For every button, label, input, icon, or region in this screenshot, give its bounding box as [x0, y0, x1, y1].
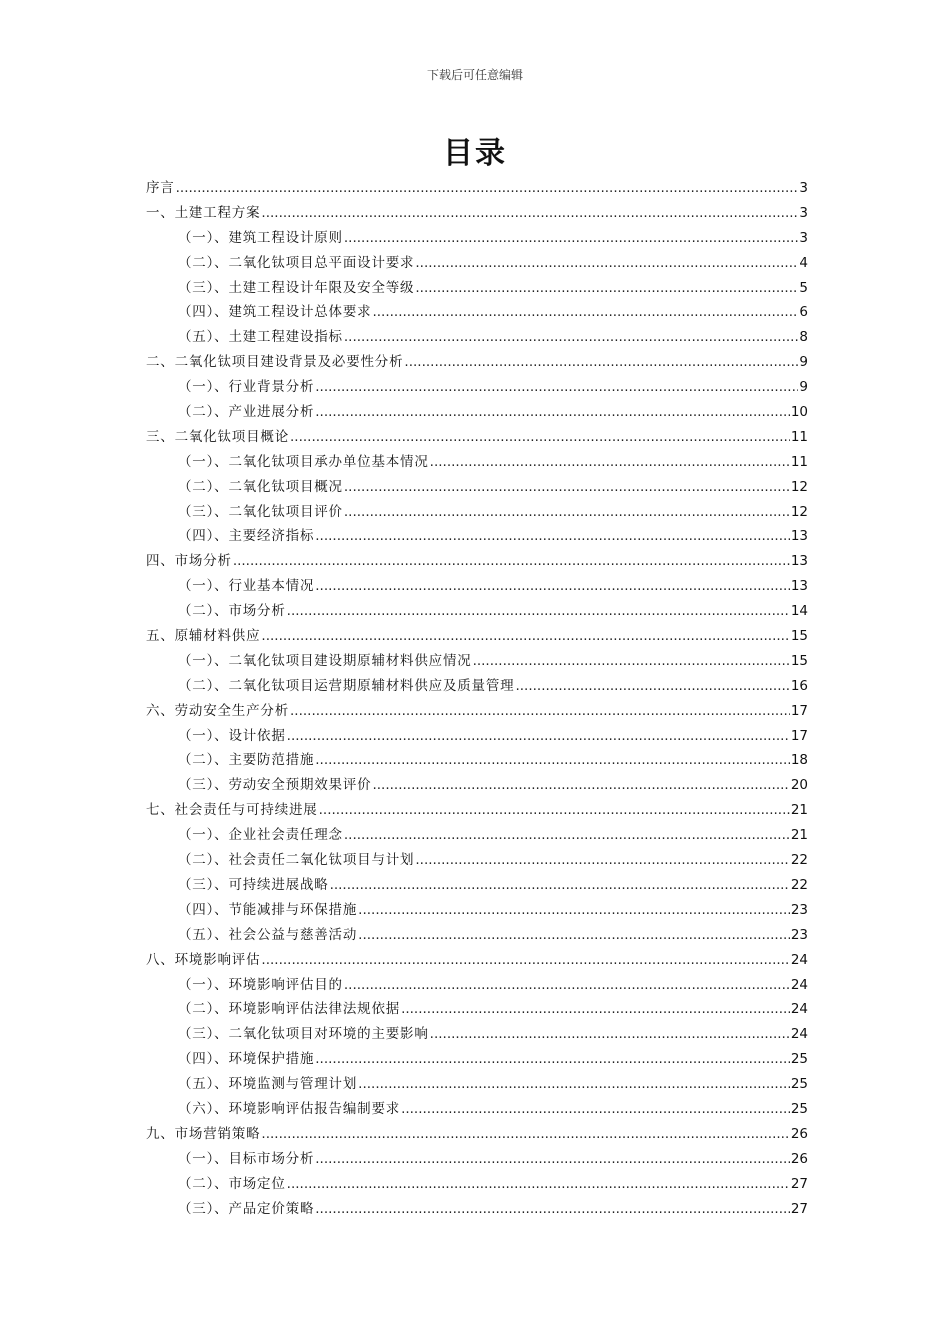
toc-entry-page: 24: [790, 1026, 808, 1043]
toc-entry[interactable]: [146, 674, 808, 699]
toc-entry-label: 一、土建工程方案: [146, 204, 261, 221]
toc-entry-label: 六、劳动安全生产分析: [146, 702, 289, 719]
toc-dot-leader: [344, 827, 790, 843]
toc-entry-page: 26: [790, 1125, 808, 1142]
toc-entry[interactable]: [146, 649, 808, 674]
toc-entry-page: 17: [790, 702, 808, 719]
toc-dot-leader: [315, 752, 790, 768]
toc-entry[interactable]: [146, 823, 808, 848]
toc-entry-label: （二）、二氧化钛项目运营期原辅材料供应及质量管理: [178, 677, 515, 694]
toc-entry-label: （一）、行业基本情况: [178, 578, 315, 595]
toc-dot-leader: [315, 404, 790, 420]
toc-entry-label: （二）、市场分析: [178, 603, 286, 620]
toc-entry[interactable]: [146, 699, 808, 724]
toc-entry[interactable]: [146, 226, 808, 251]
toc-dot-leader: [515, 678, 789, 694]
toc-entry-page: 9: [799, 354, 808, 371]
toc-entry-page: 25: [790, 1051, 808, 1068]
toc-entry-page: 26: [790, 1150, 808, 1167]
toc-dot-leader: [430, 454, 790, 470]
toc-entry-label: （二）、二氧化钛项目总平面设计要求: [178, 254, 415, 271]
toc-entry[interactable]: [146, 873, 808, 898]
toc-dot-leader: [344, 329, 799, 345]
toc-entry-page: 21: [790, 827, 808, 844]
toc-entry-page: 24: [790, 951, 808, 968]
toc-entry-page: 21: [790, 802, 808, 819]
page-header: 下载后可任意编辑: [426, 68, 523, 82]
toc-entry[interactable]: [146, 425, 808, 450]
toc-entry-page: 10: [790, 404, 808, 421]
toc-entry-page: 15: [790, 652, 808, 669]
toc-entry[interactable]: [146, 997, 808, 1022]
toc-entry[interactable]: [146, 1072, 808, 1097]
toc-dot-leader: [287, 728, 790, 744]
toc-entry[interactable]: [146, 1122, 808, 1147]
toc-dot-leader: [372, 777, 789, 793]
toc-entry-page: 20: [790, 777, 808, 794]
toc-entry-label: （五）、社会公益与慈善活动: [178, 926, 358, 943]
toc-dot-leader: [330, 877, 790, 893]
toc-dot-leader: [287, 603, 790, 619]
toc-entry-page: 15: [790, 628, 808, 645]
toc-entry-label: （一）、建筑工程设计原则: [178, 229, 343, 246]
toc-entry[interactable]: [146, 300, 808, 325]
toc-entry-page: 12: [790, 503, 808, 520]
toc-entry-label: 四、市场分析: [146, 553, 232, 570]
toc-dot-leader: [261, 628, 789, 644]
toc-dot-leader: [315, 379, 798, 395]
toc-entry-label: （四）、节能减排与环保措施: [178, 901, 358, 918]
toc-entry-page: 4: [799, 254, 808, 271]
toc-entry-label: 八、环境影响评估: [146, 951, 261, 968]
toc-entry-page: 18: [790, 752, 808, 769]
toc-dot-leader: [261, 1126, 789, 1142]
toc-dot-leader: [315, 1201, 790, 1217]
toc-entry[interactable]: [146, 276, 808, 301]
toc-entry-label: 序言: [146, 180, 175, 196]
toc-entry[interactable]: [146, 475, 808, 500]
toc-entry[interactable]: [146, 948, 808, 973]
toc-dot-leader: [287, 1176, 790, 1192]
toc-entry-label: 七、社会责任与可持续进展: [146, 802, 318, 819]
toc-entry[interactable]: [146, 325, 808, 350]
toc-entry[interactable]: [146, 624, 808, 649]
toc-entry-page: 14: [790, 603, 808, 620]
toc-dot-leader: [290, 429, 790, 445]
toc-dot-leader: [315, 1051, 790, 1067]
toc-entry[interactable]: [146, 599, 808, 624]
toc-entry-label: （二）、主要防范措施: [178, 752, 315, 769]
toc-entry[interactable]: [146, 500, 808, 525]
toc-entry[interactable]: [146, 848, 808, 873]
toc-entry-label: （四）、主要经济指标: [178, 528, 315, 545]
toc-dot-leader: [372, 304, 798, 320]
toc-entry-label: （一）、设计依据: [178, 727, 286, 744]
toc-entry-page: 25: [790, 1076, 808, 1093]
toc-entry-page: 27: [790, 1200, 808, 1217]
toc-entry-label: （四）、建筑工程设计总体要求: [178, 304, 372, 321]
toc-entry-page: 24: [790, 1001, 808, 1018]
toc-entry[interactable]: [146, 1097, 808, 1122]
toc-entry[interactable]: [146, 1147, 808, 1172]
toc-dot-leader: [315, 528, 790, 544]
toc-entry-label: （三）、可持续进展战略: [178, 876, 329, 893]
toc-entry[interactable]: [146, 549, 808, 574]
toc-entry[interactable]: [146, 898, 808, 923]
toc-dot-leader: [176, 180, 799, 196]
toc-entry[interactable]: [146, 201, 808, 226]
toc-entry-page: 17: [790, 727, 808, 744]
toc-entry-page: 3: [799, 204, 808, 221]
toc-entry-page: 13: [790, 553, 808, 570]
toc-entry[interactable]: [146, 773, 808, 798]
toc-entry-page: 27: [790, 1175, 808, 1192]
toc-entry-page: 25: [790, 1100, 808, 1117]
toc-entry-label: （一）、企业社会责任理念: [178, 827, 343, 844]
toc-entry[interactable]: [146, 574, 808, 599]
toc-entry-page: 23: [790, 901, 808, 918]
toc-entry-label: 二、二氧化钛项目建设背景及必要性分析: [146, 354, 404, 371]
toc-dot-leader: [344, 977, 790, 993]
toc-entry[interactable]: [146, 400, 808, 425]
toc-entry-page: 8: [799, 329, 808, 346]
toc-entry[interactable]: [146, 524, 808, 549]
toc-entry[interactable]: [146, 1197, 808, 1222]
toc-entry-page: 22: [790, 876, 808, 893]
toc-entry-page: 13: [790, 578, 808, 595]
toc-entry-label: （二）、环境影响评估法律法规依据: [178, 1001, 401, 1018]
toc-entry-label: （六）、环境影响评估报告编制要求: [178, 1100, 401, 1117]
toc-entry-label: （四）、环境保护措施: [178, 1051, 315, 1068]
toc-dot-leader: [401, 1001, 790, 1017]
toc-entry-label: （三）、产品定价策略: [178, 1200, 315, 1217]
toc-dot-leader: [233, 553, 790, 569]
toc-entry[interactable]: [146, 798, 808, 823]
toc-entry-label: 五、原辅材料供应: [146, 628, 261, 645]
toc-entry-page: 12: [790, 478, 808, 495]
toc-entry-label: （三）、劳动安全预期效果评价: [178, 777, 372, 794]
toc-entry[interactable]: [146, 450, 808, 475]
toc-entry-label: （二）、产业进展分析: [178, 404, 315, 421]
toc-entry-label: （一）、目标市场分析: [178, 1150, 315, 1167]
toc-dot-leader: [261, 205, 798, 221]
toc-entry-label: （二）、社会责任二氧化钛项目与计划: [178, 852, 415, 869]
toc-entry[interactable]: [146, 724, 808, 749]
toc-entry-page: 11: [790, 453, 808, 470]
toc-entry-label: 九、市场营销策略: [146, 1125, 261, 1142]
toc-dot-leader: [344, 230, 799, 246]
toc-entry-page: 3: [799, 180, 808, 196]
toc-dot-leader: [404, 354, 798, 370]
toc-entry-label: （三）、二氧化钛项目评价: [178, 503, 343, 520]
table-of-contents: [146, 176, 808, 1221]
toc-dot-leader: [430, 1026, 790, 1042]
toc-entry[interactable]: [146, 251, 808, 276]
toc-entry-page: 22: [790, 852, 808, 869]
toc-dot-leader: [415, 255, 798, 271]
toc-dot-leader: [415, 280, 798, 296]
toc-entry-page: 11: [790, 428, 808, 445]
toc-dot-leader: [358, 927, 790, 943]
toc-dot-leader: [358, 1076, 790, 1092]
toc-entry-label: （三）、土建工程设计年限及安全等级: [178, 279, 415, 296]
toc-entry-page: 13: [790, 528, 808, 545]
toc-entry-page: 5: [799, 279, 808, 296]
toc-entry-page: 16: [790, 677, 808, 694]
toc-dot-leader: [315, 1151, 790, 1167]
toc-dot-leader: [415, 852, 789, 868]
toc-entry-label: （二）、二氧化钛项目概况: [178, 478, 343, 495]
toc-entry-page: 24: [790, 976, 808, 993]
toc-entry[interactable]: [146, 375, 808, 400]
toc-entry-label: （三）、二氧化钛项目对环境的主要影响: [178, 1026, 429, 1043]
toc-entry-label: （二）、市场定位: [178, 1175, 286, 1192]
toc-entry[interactable]: [146, 1022, 808, 1047]
toc-entry[interactable]: [146, 923, 808, 948]
toc-entry-label: （五）、环境监测与管理计划: [178, 1076, 358, 1093]
toc-dot-leader: [344, 504, 790, 520]
toc-entry[interactable]: [146, 176, 808, 201]
toc-dot-leader: [319, 802, 790, 818]
toc-entry[interactable]: [146, 350, 808, 375]
toc-entry-label: （一）、环境影响评估目的: [178, 976, 343, 993]
toc-entry-label: （一）、行业背景分析: [178, 379, 315, 396]
toc-dot-leader: [315, 578, 790, 594]
toc-entry-page: 6: [799, 304, 808, 321]
toc-dot-leader: [290, 703, 790, 719]
toc-dot-leader: [473, 653, 790, 669]
toc-entry-label: （五）、土建工程建设指标: [178, 329, 343, 346]
toc-entry-page: 9: [799, 379, 808, 396]
page-title: 目录: [443, 136, 507, 171]
toc-entry[interactable]: [146, 973, 808, 998]
toc-entry-page: 23: [790, 926, 808, 943]
toc-entry-label: 三、二氧化钛项目概论: [146, 428, 289, 445]
toc-dot-leader: [401, 1101, 790, 1117]
toc-entry[interactable]: [146, 1172, 808, 1197]
toc-entry[interactable]: [146, 748, 808, 773]
toc-entry[interactable]: [146, 1047, 808, 1072]
toc-dot-leader: [344, 479, 790, 495]
toc-entry-page: 3: [799, 229, 808, 246]
toc-dot-leader: [358, 902, 790, 918]
toc-entry-label: （一）、二氧化钛项目承办单位基本情况: [178, 453, 429, 470]
toc-dot-leader: [261, 952, 789, 968]
toc-entry-label: （一）、二氧化钛项目建设期原辅材料供应情况: [178, 652, 472, 669]
